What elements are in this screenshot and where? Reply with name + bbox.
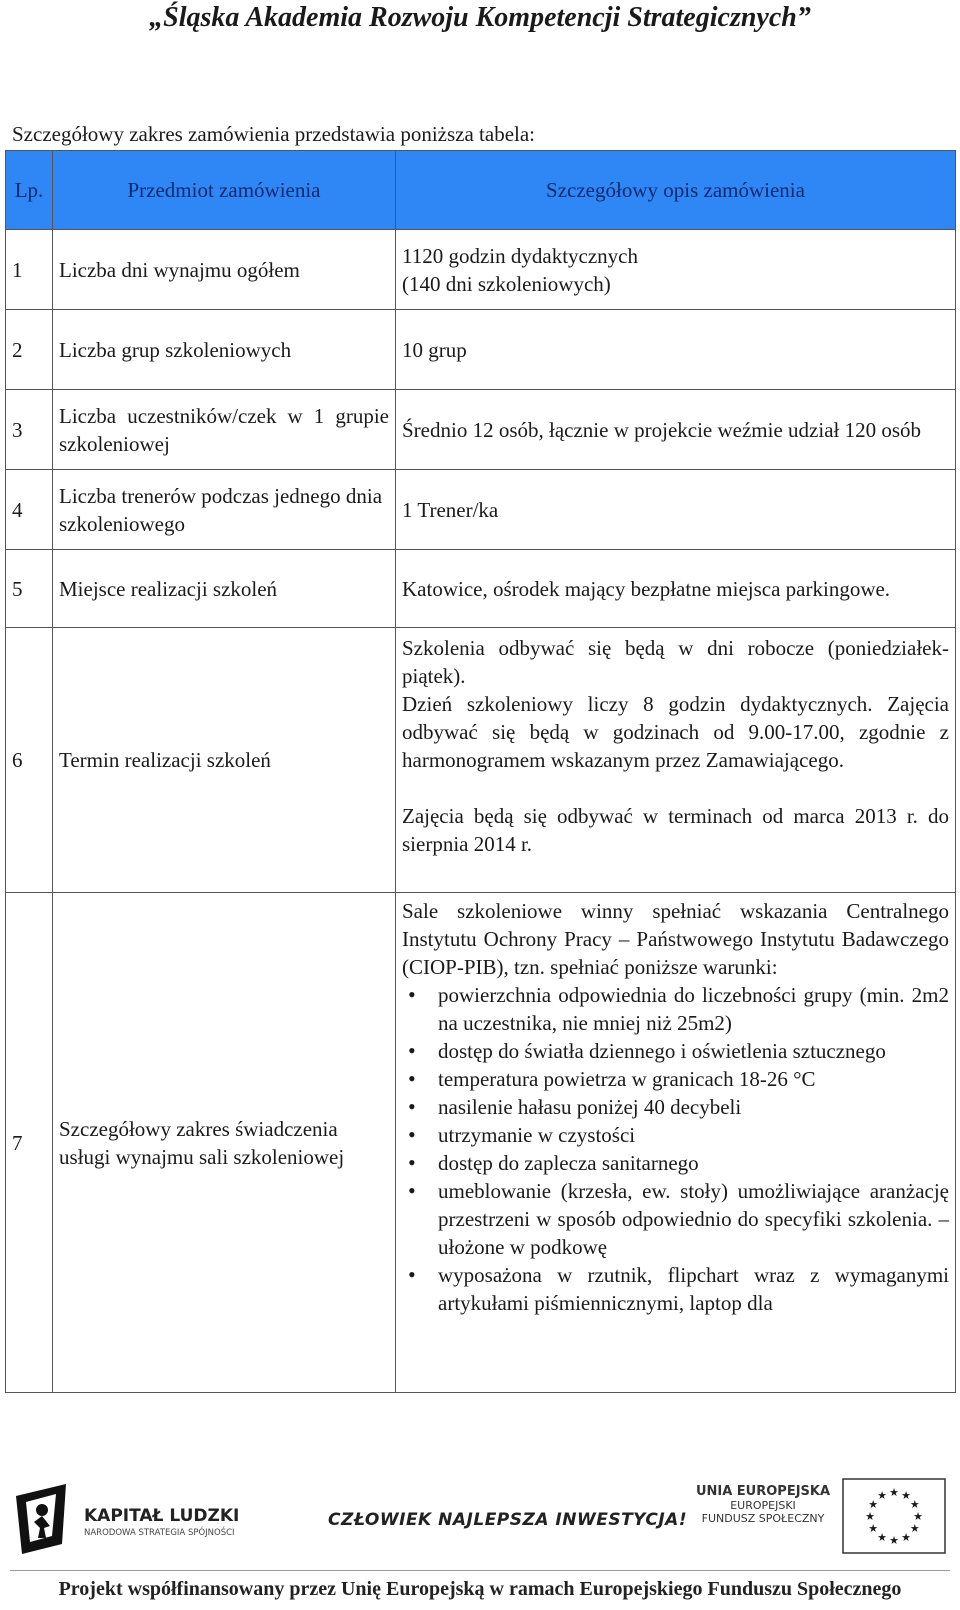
row-subject: Liczba trenerów podczas jednego dnia szkoleniowego	[53, 470, 396, 550]
row-description	[396, 230, 956, 310]
list-item: • umeblowanie (krzesła, ew. stoły) umożliwiające aranżację przestrzeni w sposób odpowiednio do specyfiki szkolenia. – ułożone w podkowę	[438, 1177, 949, 1261]
eu-line-3: FUNDUSZ SPOŁECZNY	[701, 1512, 825, 1525]
eu-star-icon: ★	[901, 1531, 911, 1544]
table-row	[6, 230, 956, 310]
document-title: „Śląska Akademia Rozwoju Kompetencji Strategicznych”	[149, 2, 811, 33]
row-subject: Termin realizacji szkoleń	[53, 628, 396, 893]
table-row	[6, 628, 956, 893]
row-number: 3	[6, 390, 53, 470]
list-item: • powierzchnia odpowiednia do liczebności grupy (min. 2m2 na uczestnika, nie mniej niż 25m2)	[438, 981, 949, 1037]
footer-divider	[10, 1570, 950, 1571]
description-paragraph: Dzień szkoleniowy liczy 8 godzin dydaktycznych. Zajęcia odbywać się będą w godzinach od 9.00-17.00, zgodnie z harmonogramem wskazanym przez Zamawiającego.	[402, 692, 949, 772]
eu-line-2: EUROPEJSKI	[730, 1499, 796, 1512]
list-item: • nasilenie hałasu poniżej 40 decybeli	[438, 1093, 949, 1121]
eu-star-icon: ★	[865, 1511, 875, 1523]
eu-flag-icon	[842, 1478, 946, 1554]
description-line: 1120 godzin dydaktycznych	[402, 243, 638, 268]
row-description: 10 grup	[396, 310, 956, 390]
eu-star-icon: ★	[909, 1523, 920, 1535]
row-number: 4	[6, 470, 53, 550]
intro-text: Szczegółowy zakres zamówienia przedstawia poniższa tabela:	[12, 122, 536, 146]
table-row	[6, 310, 956, 390]
table-row	[6, 893, 956, 1393]
table-row	[6, 470, 956, 550]
conditions-list	[402, 981, 949, 1317]
eu-star-icon: ★	[901, 1490, 911, 1503]
eu-star-icon: ★	[889, 1535, 899, 1547]
eu-star-icon: ★	[868, 1523, 879, 1535]
header-lp: Lp.	[6, 151, 53, 230]
list-item: • wyposażona w rzutnik, flipchart wraz z wymaganymi artykułami piśmiennicznymi, laptop dla	[438, 1261, 949, 1317]
row-description: Katowice, ośrodek mający bezpłatne miejsca parkingowe.	[396, 550, 956, 628]
row-number: 1	[6, 230, 53, 310]
row-number: 2	[6, 310, 53, 390]
kapital-ludzki-subtitle: NARODOWA STRATEGIA SPÓJNOŚCI	[84, 1528, 235, 1538]
kapital-ludzki-logo	[12, 1478, 282, 1558]
eu-star-icon: ★	[889, 1487, 899, 1499]
eu-star-icon: ★	[868, 1499, 879, 1511]
row-description: 1 Trener/ka	[396, 470, 956, 550]
row-subject: Szczegółowy zakres świadczenia usługi wynajmu sali szkoleniowej	[53, 893, 396, 1393]
row-subject: Liczba grup szkoleniowych	[53, 310, 396, 390]
kapital-ludzki-title: KAPITAŁ LUDZKI	[84, 1506, 240, 1526]
table-header-row	[6, 151, 956, 230]
conditions-intro: Sale szkoleniowe winny spełniać wskazania Centralnego Instytutu Ochrony Pracy – Państwowego Instytutu Badawczego (CIOP-PIB), tzn. spełniać poniższe warunki:	[402, 899, 949, 979]
eu-text	[688, 1484, 838, 1525]
list-item: • dostęp do zaplecza sanitarnego	[438, 1149, 949, 1177]
row-subject: Liczba dni wynajmu ogółem	[53, 230, 396, 310]
eu-star-icon: ★	[877, 1490, 887, 1503]
row-number: 7	[6, 893, 53, 1393]
row-number: 5	[6, 550, 53, 628]
row-subject: Miejsce realizacji szkoleń	[53, 550, 396, 628]
description-line: (140 dni szkoleniowych)	[402, 271, 611, 296]
row-description	[396, 628, 956, 893]
list-item: • temperatura powietrza w granicach 18-26 °C	[438, 1065, 949, 1093]
list-item: • utrzymanie w czystości	[438, 1121, 949, 1149]
table-row	[6, 390, 956, 470]
row-description	[396, 893, 956, 1393]
eu-star-icon: ★	[909, 1499, 920, 1511]
row-number: 6	[6, 628, 53, 893]
header-description: Szczegółowy opis zamówienia	[396, 151, 956, 230]
kapital-ludzki-emblem-icon	[12, 1478, 72, 1558]
header-subject: Przedmiot zamówienia	[53, 151, 396, 230]
row-subject: Liczba uczestników/czek w 1 grupie szkoleniowej	[53, 390, 396, 470]
cofinancing-footnote: Projekt współfinansowany przez Unię Europejską w ramach Europejskiego Funduszu Społecznego	[58, 1578, 902, 1600]
row-description: Średnio 12 osób, łącznie w projekcie weźmie udział 120 osób	[396, 390, 956, 470]
order-details-table	[5, 150, 956, 1393]
slogan-text: CZŁOWIEK NAJLEPSZA INWESTYCJA!	[328, 1510, 688, 1530]
eu-star-icon: ★	[913, 1511, 923, 1523]
description-paragraph: Zajęcia będą się odbywać w terminach od marca 2013 r. do sierpnia 2014 r.	[402, 804, 949, 856]
footer-logos	[0, 1470, 960, 1610]
list-item: • dostęp do światła dziennego i oświetlenia sztucznego	[438, 1037, 949, 1065]
eu-line-1: UNIA EUROPEJSKA	[695, 1484, 831, 1499]
description-paragraph: Szkolenia odbywać się będą w dni robocze (poniedziałek-piątek).	[402, 636, 949, 688]
eu-star-icon: ★	[877, 1531, 887, 1544]
table-row	[6, 550, 956, 628]
